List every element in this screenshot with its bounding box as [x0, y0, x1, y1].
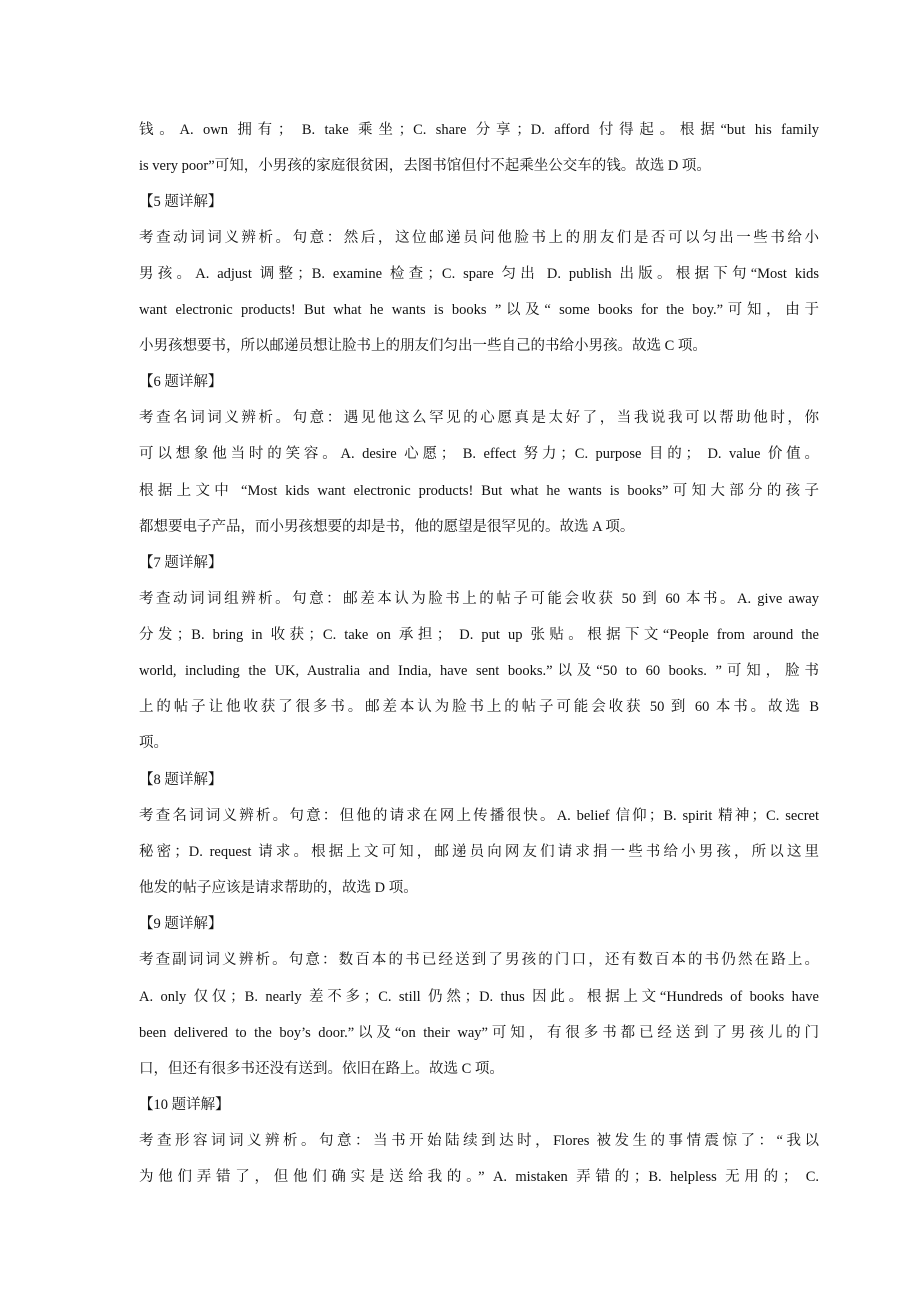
text-line-7: 小男孩想要书，所以邮递员想让脸书上的朋友们匀出一些自己的书给小男孩。故选 C 项。	[139, 338, 707, 354]
text-line-5: 男孩。A. adjust 调整；B. examine 检查；C. spare 匀出 D. publish 出版。根据下句“Most kids	[139, 266, 819, 282]
section-heading-9: 【9 题详解】	[139, 916, 223, 932]
text-line-22: 他发的帖子应该是请求帮助的，故选 D 项。	[139, 880, 418, 896]
section-heading-8: 【8 题详解】	[139, 772, 223, 788]
text-line-21: 秘密；D. request 请求。根据上文可知，邮递员向网友们请求捐一些书给小男孩，所以这里	[139, 844, 819, 860]
section-heading-5: 【5 题详解】	[139, 194, 223, 210]
text-line-15: 分发；B. bring in 收获；C. take on 承担； D. put up 张贴。根据下文“People from around the	[139, 627, 819, 643]
text-line-6: want electronic products! But what he wants is books ”以及“ some books for the boy.”可知，由于	[139, 302, 819, 318]
section-heading-10: 【10 题详解】	[139, 1097, 230, 1113]
text-line-16: world, including the UK, Australia and India, have sent books.”以及“50 to 60 books. ”可知，脸书	[139, 663, 819, 679]
text-line-12: 都想要电子产品，而小男孩想要的却是书，他的愿望是很罕见的。故选 A 项。	[139, 519, 635, 535]
text-line-20: 考查名词词义辨析。句意：但他的请求在网上传播很快。A. belief 信仰；B. spirit 精神；C. secret	[139, 808, 819, 824]
text-line-2: is very poor”可知，小男孩的家庭很贫困，去图书馆但付不起乘坐公交车的钱。故选 D 项。	[139, 158, 711, 174]
text-line-1: 钱。A. own 拥有； B. take 乘坐；C. share 分享；D. afford 付得起。根据“but his family	[139, 122, 819, 138]
text-line-9: 考查名词词义辨析。句意：遇见他这么罕见的心愿真是太好了，当我说我可以帮助他时，你	[139, 410, 819, 426]
text-line-30: 为他们弄错了，但他们确实是送给我的。” A. mistaken 弄错的；B. helpless 无用的； C.	[139, 1169, 819, 1185]
text-line-29: 考查形容词词义辨析。句意：当书开始陆续到达时，Flores 被发生的事情震惊了：“我以	[139, 1133, 819, 1149]
text-line-11: 根据上文中 “Most kids want electronic products! But what he wants is books”可知大部分的孩子	[139, 483, 819, 499]
text-line-14: 考查动词词组辨析。句意：邮差本认为脸书上的帖子可能会收获 50 到 60 本书。A. give away	[139, 591, 819, 607]
section-heading-6: 【6 题详解】	[139, 374, 223, 390]
text-line-4: 考查动词词义辨析。句意：然后，这位邮递员问他脸书上的朋友们是否可以匀出一些书给小	[139, 230, 819, 246]
text-line-17: 上的帖子让他收获了很多书。邮差本认为脸书上的帖子可能会收获 50 到 60 本书。故选 B	[139, 699, 819, 715]
text-line-25: A. only 仅仅；B. nearly 差不多；C. still 仍然；D. thus 因此。根据上文“Hundreds of books have	[139, 989, 819, 1005]
text-line-18: 项。	[139, 735, 168, 751]
section-heading-7: 【7 题详解】	[139, 555, 223, 571]
text-line-10: 可以想象他当时的笑容。A. desire 心愿； B. effect 努力；C. purpose 目的； D. value 价值。	[139, 446, 819, 462]
text-line-26: been delivered to the boy’s door.”以及“on their way”可知，有很多书都已经送到了男孩儿的门	[139, 1025, 819, 1041]
text-line-27: 口，但还有很多书还没有送到。依旧在路上。故选 C 项。	[139, 1061, 504, 1077]
text-line-24: 考查副词词义辨析。句意：数百本的书已经送到了男孩的门口，还有数百本的书仍然在路上。	[139, 952, 819, 968]
